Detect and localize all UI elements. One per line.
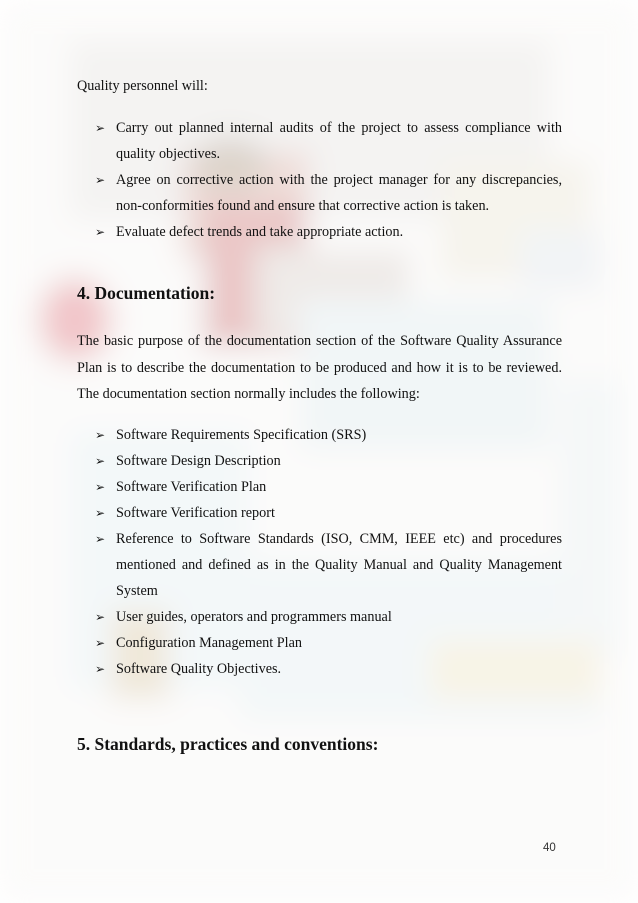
intro-text: Quality personnel will: — [77, 78, 208, 94]
list-item — [95, 656, 562, 682]
arrow-bullet-icon: ➢ — [95, 532, 106, 546]
list-item-text: Carry out planned internal audits of the project to assess compliance with quality objectives. — [116, 120, 562, 162]
list-item-text: Software Verification report — [116, 505, 275, 521]
quality-personnel-list — [95, 115, 562, 245]
list-item — [95, 630, 562, 656]
list-item — [95, 115, 562, 167]
list-item — [95, 219, 562, 245]
list-item-text: User guides, operators and programmers manual — [116, 609, 392, 625]
list-item — [95, 167, 562, 219]
list-item-text: Software Verification Plan — [116, 479, 267, 495]
list-item-text: Evaluate defect trends and take appropriate action. — [116, 224, 404, 240]
documentation-paragraph: The basic purpose of the documentation section of the Software Quality Assurance Plan is to describe the documentation to be produced and how it is to be reviewed. The documentation section normally includes the following: — [77, 333, 562, 402]
list-item-text: Reference to Software Standards (ISO, CMM, IEEE etc) and procedures mentioned and defined as in the Quality Manual and Quality Management System — [116, 531, 562, 599]
list-item — [95, 500, 562, 526]
arrow-bullet-icon: ➢ — [95, 662, 106, 676]
arrow-bullet-icon: ➢ — [95, 610, 106, 624]
arrow-bullet-icon: ➢ — [95, 121, 106, 135]
list-item-text: Configuration Management Plan — [116, 635, 302, 651]
list-item — [95, 604, 562, 630]
arrow-bullet-icon: ➢ — [95, 173, 106, 187]
list-item — [95, 422, 562, 448]
section-heading-standards: 5. Standards, practices and conventions: — [77, 734, 379, 754]
list-item — [95, 526, 562, 604]
arrow-bullet-icon: ➢ — [95, 480, 106, 494]
list-item-text: Software Requirements Specification (SRS) — [116, 427, 367, 443]
documentation-list — [95, 422, 562, 682]
arrow-bullet-icon: ➢ — [95, 428, 106, 442]
arrow-bullet-icon: ➢ — [95, 225, 106, 239]
section-heading-documentation: 4. Documentation: — [77, 283, 216, 303]
arrow-bullet-icon: ➢ — [95, 636, 106, 650]
list-item-text: Software Design Description — [116, 453, 281, 469]
list-item — [95, 448, 562, 474]
page-number: 40 — [543, 842, 556, 854]
arrow-bullet-icon: ➢ — [95, 506, 106, 520]
list-item-text: Agree on corrective action with the project manager for any discrepancies, non-conformities found and ensure that corrective action is taken. — [116, 172, 562, 214]
list-item — [95, 474, 562, 500]
arrow-bullet-icon: ➢ — [95, 454, 106, 468]
list-item-text: Software Quality Objectives. — [116, 661, 282, 677]
